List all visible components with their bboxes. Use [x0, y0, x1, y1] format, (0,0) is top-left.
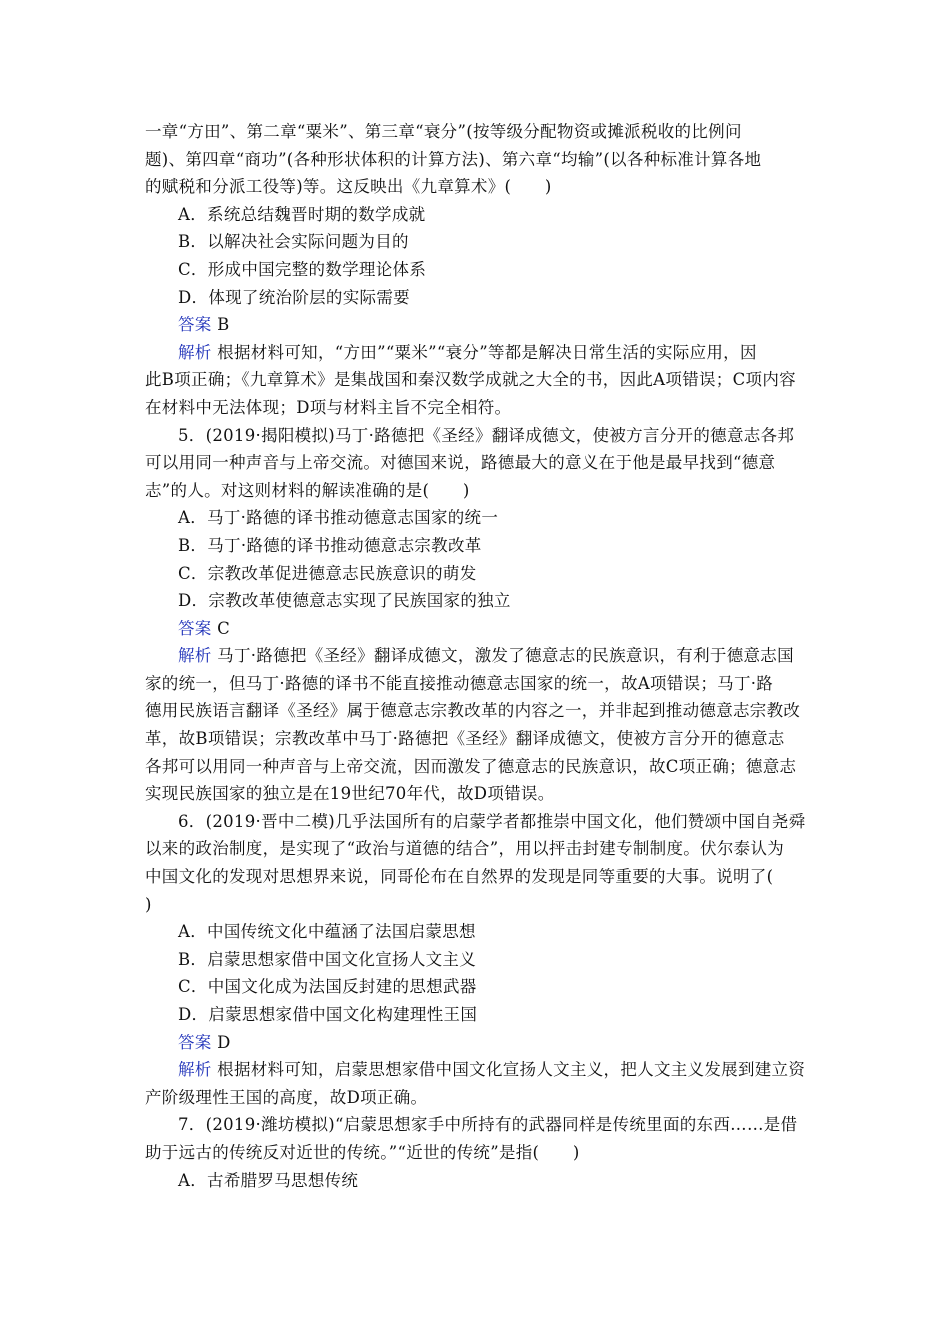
analysis-line: 此B项正确；《九章算术》是集战国和秦汉数学成就之大全的书，因此A项错误；C项内容 — [145, 370, 796, 390]
analysis-label: 解析 — [178, 342, 212, 362]
question-stem-line: 可以用同一种声音与上帝交流。对德国来说，路德最大的意义在于他是最早找到“德意 — [145, 453, 776, 473]
analysis-line: 实现民族国家的独立是在19世纪70年代，故D项错误。 — [145, 784, 555, 804]
option-c: C．形成中国完整的数学理论体系 — [178, 259, 427, 279]
option-a: A．马丁·路德的译书推动德意志国家的统一 — [178, 508, 499, 528]
analysis-label: 解析 — [178, 646, 212, 666]
option-a: A．中国传统文化中蕴涵了法国启蒙思想 — [178, 922, 476, 942]
answer-label: 答案 — [178, 618, 212, 638]
analysis-line: 德用民族语言翻译《圣经》属于德意志宗教改革的内容之一，并非起到推动德意志宗教改 — [145, 701, 801, 721]
question-stem-line: 一章“方田”、第二章“粟米”、第三章“衰分”(按等级分配物资或摊派税收的比例问 — [145, 122, 742, 141]
question-stem-line: 6．(2019·晋中二模)几乎法国所有的启蒙学者都推崇中国文化，他们赞颂中国自尧舜 — [178, 811, 806, 831]
analysis-label: 解析 — [178, 1060, 212, 1080]
analysis-line: 革，故B项错误；宗教改革中马丁·路德把《圣经》翻译成德文，使被方言分开的德意志 — [145, 729, 785, 749]
question-stem-line: 志”的人。对这则材料的解读准确的是( ) — [145, 480, 470, 500]
answer-line — [145, 615, 813, 643]
option-a: A．古希腊罗马思想传统 — [178, 1170, 359, 1190]
analysis-line — [145, 339, 813, 367]
analysis-text: 根据材料可知，“方田”“粟米”“衰分”等都是解决日常生活的实际应用，因 — [211, 342, 757, 362]
question-stem-line: 助于远古的传统反对近世的传统。”“近世的传统”是指( ) — [145, 1142, 580, 1162]
question-stem-line: 中国文化的发现对思想界来说，同哥伦布在自然界的发现是同等重要的大事。说明了( — [145, 867, 774, 887]
analysis-text: 根据材料可知，启蒙思想家借中国文化宣扬人文主义，把人文主义发展到建立资 — [211, 1060, 806, 1080]
analysis-line: 家的统一，但马丁·路德的译书不能直接推动德意志国家的统一，故A项错误；马丁·路 — [145, 673, 774, 693]
option-b: B．启蒙思想家借中国文化宣扬人文主义 — [178, 949, 477, 969]
option-c: C．宗教改革促进德意志民族意识的萌发 — [178, 563, 477, 583]
answer-label: 答案 — [178, 315, 212, 335]
answer-line — [145, 311, 813, 339]
question-stem-line: 5．(2019·揭阳模拟)马丁·路德把《圣经》翻译成德文，使被方言分开的德意志各邦 — [178, 425, 795, 445]
option-b: B．以解决社会实际问题为目的 — [178, 232, 409, 252]
answer-value: C — [211, 618, 231, 638]
option-d: D．体现了统治阶层的实际需要 — [178, 287, 410, 307]
option-a: A．系统总结魏晋时期的数学成就 — [178, 204, 426, 224]
option-b: B．马丁·路德的译书推动德意志宗教改革 — [178, 535, 482, 555]
option-d: D．宗教改革使德意志实现了民族国家的独立 — [178, 591, 511, 611]
question-stem-line: 以来的政治制度，是实现了“政治与道德的结合”，用以抨击封建专制制度。伏尔泰认为 — [145, 839, 785, 859]
option-c: C．中国文化成为法国反封建的思想武器 — [178, 977, 477, 997]
answer-label: 答案 — [178, 1032, 212, 1052]
question-stem-line: ) — [145, 894, 152, 914]
analysis-line — [145, 1056, 813, 1084]
analysis-line: 各邦可以用同一种声音与上帝交流，因而激发了德意志的民族意识，故C项正确；德意志 — [145, 756, 797, 776]
question-stem-line: 的赋税和分派工役等)等。这反映出《九章算术》( ) — [145, 177, 552, 197]
analysis-line — [145, 642, 813, 670]
answer-value: D — [211, 1032, 231, 1052]
option-d: D．启蒙思想家借中国文化构建理性王国 — [178, 1005, 478, 1024]
question-stem-line: 题)、第四章“商功”(各种形状体积的计算方法)、第六章“均输”(以各种标准计算各地 — [145, 149, 762, 169]
question-stem-line: 7．(2019·潍坊模拟)“启蒙思想家手中所持有的武器同样是传统里面的东西……是借 — [178, 1115, 798, 1135]
analysis-text: 马丁·路德把《圣经》翻译成德文，激发了德意志的民族意识，有利于德意志国 — [211, 646, 794, 666]
answer-value: B — [211, 315, 230, 335]
answer-line — [145, 1029, 813, 1057]
document-body — [145, 118, 813, 1194]
analysis-line: 产阶级理性王国的高度，故D项正确。 — [145, 1087, 428, 1107]
analysis-line: 在材料中无法体现；D项与材料主旨不完全相符。 — [145, 397, 512, 417]
